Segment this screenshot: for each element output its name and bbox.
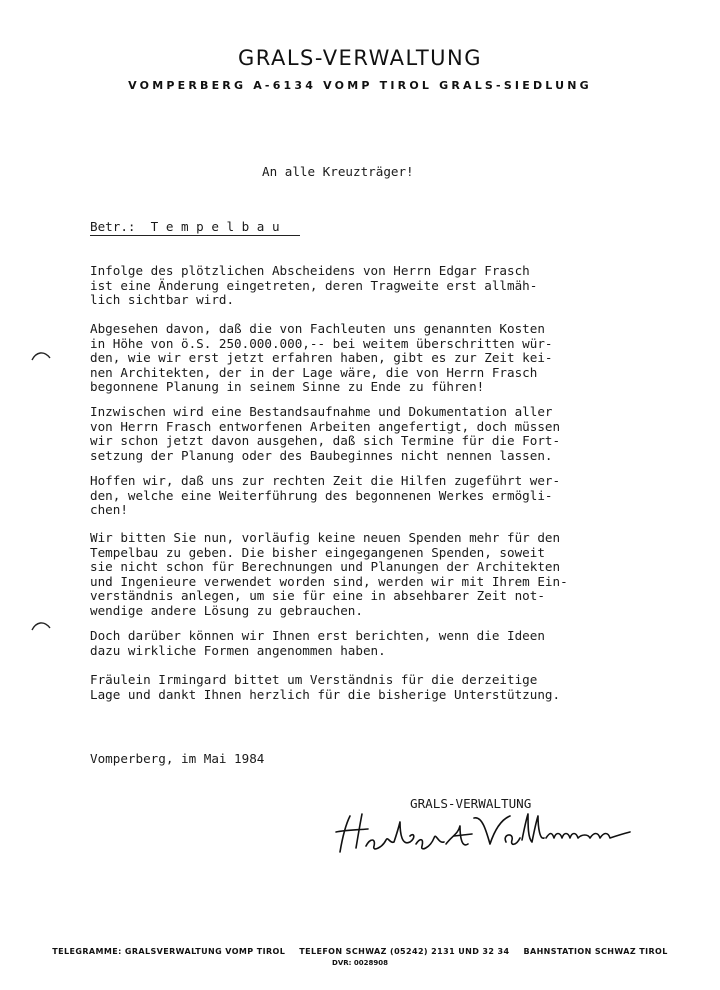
footer-telegram: TELEGRAMME: GRALSVERWALTUNG VOMP TIROL: [52, 947, 286, 956]
paragraph-6: Doch darüber können wir Ihnen erst berichten, wenn die Ideen dazu wirkliche Formen angenommen haben.: [90, 628, 545, 658]
paragraph-7: Fräulein Irmingard bittet um Verständnis für die derzeitige Lage und dankt Ihnen herzlich für die bisherige Unterstützung.: [90, 672, 561, 702]
paragraph-2: Abgesehen davon, daß die von Fachleuten uns genannten Kosten in Höhe von ö.S. 250.000.000,-- bei weitem überschritten wür- den, wie wir erst jetzt erfahren haben, gibt es zur Zeit kei- nen Architekten, der in der Lage wäre, die von Herrn Frasch begonnene Planung in seinem Sinne zu Ende zu führen!: [90, 321, 553, 394]
paragraph-4: Hoffen wir, daß uns zur rechten Zeit die Hilfen zugeführt wer- den, welche eine Weiterführung des begonnenen Werkes ermögli- chen!: [90, 473, 561, 517]
footer-contact: [0, 947, 720, 956]
subject-line-text: Betr.: T e m p e l b a u: [90, 219, 280, 234]
letterhead-address: VOMPERBERG A-6134 VOMP TIROL GRALS-SIEDLUNG: [128, 79, 592, 92]
letterhead-title: GRALS-VERWALTUNG: [237, 46, 483, 70]
footer-station: BAHNSTATION SCHWAZ TIROL: [523, 947, 668, 956]
footer-phone: TELEFON SCHWAZ (05242) 2131 UND 32 34: [299, 947, 510, 956]
paragraph-1: Infolge des plötzlichen Abscheidens von Herrn Edgar Frasch ist eine Änderung eingetreten, deren Tragweite erst allmäh- lich sichtbar wird.: [90, 263, 538, 307]
signature-organization: GRALS-VERWALTUNG: [410, 796, 532, 811]
handwritten-signature: [326, 808, 636, 864]
margin-arc-mark: [30, 620, 52, 632]
subject-underline: [90, 235, 300, 236]
footer-dvr: DVR: 0028908: [332, 959, 388, 967]
paragraph-3: Inzwischen wird eine Bestandsaufnahme und Dokumentation aller von Herrn Frasch entworfenen Arbeiten angefertigt, doch müssen wir schon jetzt davon ausgehen, daß sich Termine für die Fort- setzung der Planung oder des Baubeginnes nicht nennen lassen.: [90, 404, 561, 463]
paragraph-5: Wir bitten Sie nun, vorläufig keine neuen Spenden mehr für den Tempelbau zu geben. Die bisher eingegangenen Spenden, soweit sie nicht schon für Berechnungen und Planungen der Architekten und Ingenieure verwendet worden sind, werden wir mit Ihrem Ein- verständnis anlegen, um sie für eine in absehbarer Zeit not- wendige andere Lösung zu gebrauchen.: [90, 530, 568, 618]
salutation: An alle Kreuzträger!: [262, 164, 414, 179]
place-date: Vomperberg, im Mai 1984: [90, 751, 265, 766]
margin-arc-mark: [30, 350, 52, 362]
